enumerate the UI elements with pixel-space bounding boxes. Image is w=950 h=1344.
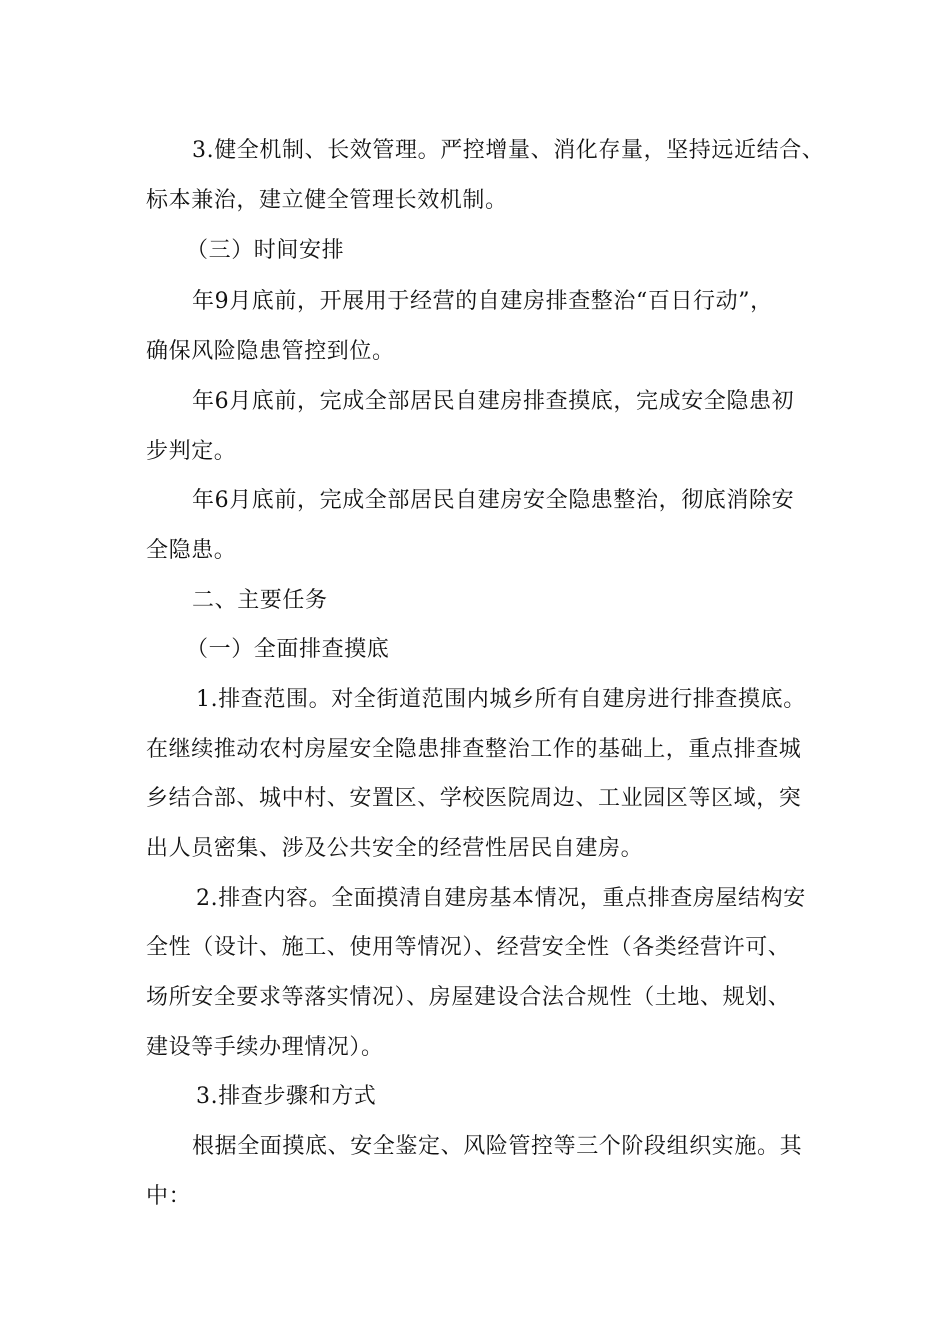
paragraph-line: 步判定。 — [146, 439, 237, 464]
paragraph-line: 标本兼治，建立健全管理长效机制。 — [146, 188, 508, 213]
paragraph-line: 年9月底前，开展用于经营的自建房排查整治“百日行动”， — [192, 289, 773, 314]
section-heading: 二、主要任务 — [192, 588, 328, 613]
paragraph-line: 1.排查范围。对全街道范围内城乡所有自建房进行排查摸底。 — [196, 687, 806, 712]
paragraph-line: 根据全面摸底、安全鉴定、风险管控等三个阶段组织实施。其 — [192, 1134, 803, 1159]
paragraph-line: 在继续推动农村房屋安全隐患排查整治工作的基础上，重点排查城 — [146, 737, 802, 762]
paragraph-line: 2.排查内容。全面摸清自建房基本情况，重点排查房屋结构安 — [196, 886, 806, 911]
paragraph-line: 场所安全要求等落实情况）、房屋建设合法合规性（土地、规划、 — [146, 985, 791, 1010]
section-heading: （三）时间安排 — [186, 238, 345, 263]
paragraph-line: 3.健全机制、长效管理。严控增量、消化存量，坚持远近结合、 — [192, 138, 825, 163]
paragraph-line: 出人员密集、涉及公共安全的经营性居民自建房。 — [146, 836, 644, 861]
section-heading: （一）全面排查摸底 — [186, 637, 390, 662]
paragraph-line: 年6月底前，完成全部居民自建房排查摸底，完成安全隐患初 — [192, 389, 795, 414]
paragraph-line: 年6月底前，完成全部居民自建房安全隐患整治，彻底消除安 — [192, 488, 795, 513]
paragraph-line: 建设等手续办理情况）。 — [146, 1035, 384, 1060]
paragraph-line: 全性（设计、施工、使用等情况）、经营安全性（各类经营许可、 — [146, 935, 791, 960]
paragraph-line: 乡结合部、城中村、安置区、学校医院周边、工业园区等区域，突 — [146, 786, 802, 811]
paragraph-line: 中： — [146, 1184, 192, 1209]
section-heading: 3.排查步骤和方式 — [196, 1084, 377, 1109]
paragraph-line: 全隐患。 — [146, 538, 237, 563]
paragraph-line: 确保风险隐患管控到位。 — [146, 339, 395, 364]
